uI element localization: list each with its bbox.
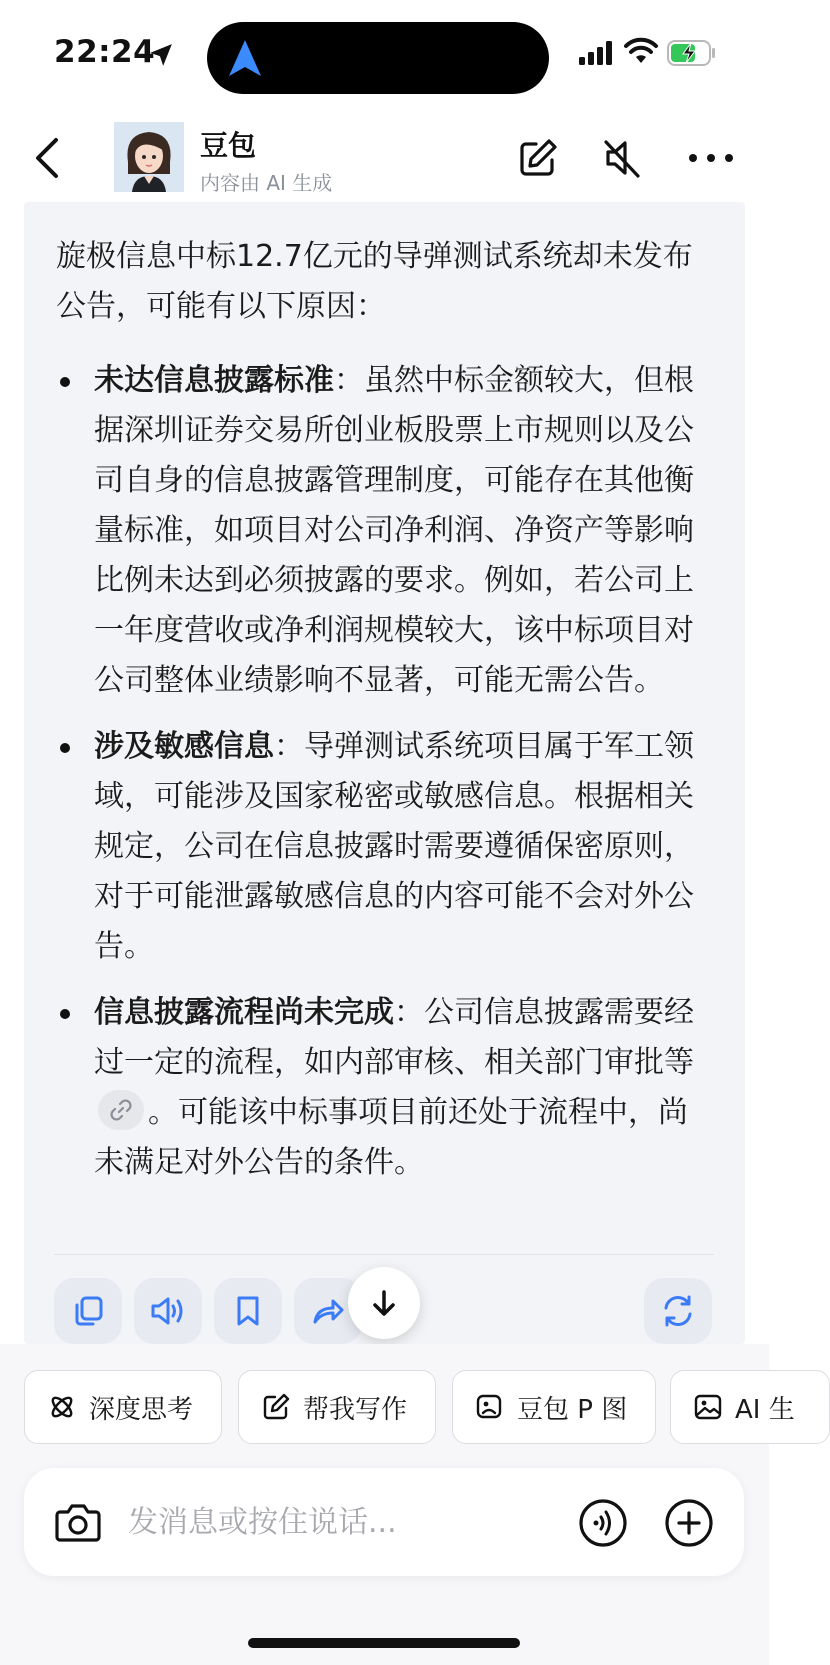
back-chevron-icon[interactable] <box>30 136 64 180</box>
status-bar <box>0 0 769 112</box>
photo-edit-chip[interactable] <box>452 1370 656 1444</box>
plus-circle-icon[interactable] <box>664 1498 714 1548</box>
status-time: 22:24 <box>54 34 156 70</box>
regenerate-button[interactable] <box>644 1278 712 1344</box>
bot-message <box>24 202 745 1344</box>
bullet-dot <box>60 377 70 387</box>
bottom-panel <box>0 1344 795 1665</box>
bot-name: 豆包 <box>200 129 257 162</box>
ai-image-chip[interactable] <box>670 1370 830 1444</box>
share-arrow-icon <box>311 1294 345 1328</box>
read-aloud-button[interactable] <box>134 1278 202 1344</box>
bot-avatar[interactable] <box>114 122 184 192</box>
battery-charging-icon <box>667 40 717 66</box>
copy-button[interactable] <box>54 1278 122 1344</box>
message-input-bar <box>24 1468 744 1576</box>
home-indicator <box>248 1638 520 1648</box>
point-text: ：虽然中标金额较大，但根据深圳证券交易所创业板股票上市规则以及公司自身的信息披露管理制度，可能存在其他衡量标准，如项目对公司净利润、净资产等影响比例未达到必须披露的要求。例如，若公司上一年度营收或净利润规模较大，该中标项目对公司整体业绩影响不显著，可能无需公告。 <box>94 363 694 698</box>
message-input[interactable] <box>128 1498 548 1546</box>
chip-label: 帮我写作 <box>303 1394 408 1425</box>
location-arrow-icon <box>148 42 174 68</box>
dynamic-island <box>207 22 549 94</box>
chip-label: 豆包 P 图 <box>517 1394 628 1425</box>
avatar-portrait-icon <box>114 122 184 192</box>
point-title: 未达信息披露标准 <box>94 363 334 398</box>
writing-chip[interactable] <box>238 1370 436 1444</box>
list-item <box>56 356 717 706</box>
image-edit-icon <box>475 1392 505 1422</box>
ai-generated-note: 内容由 AI 生成 <box>200 171 333 195</box>
message-intro: 旋极信息中标12.7亿元的导弹测试系统却未发布公告，可能有以下原因： <box>56 239 693 324</box>
speaker-muted-icon[interactable] <box>600 136 644 180</box>
point-text-continued: 。可能该中标事项目前还处于流程中，尚未满足对外公告的条件。 <box>94 1095 688 1180</box>
more-options-icon[interactable] <box>686 144 736 172</box>
message-divider <box>54 1254 714 1255</box>
bullet-dot <box>60 743 70 753</box>
chat-header <box>0 112 769 204</box>
speaker-icon <box>149 1294 187 1328</box>
voice-input-icon[interactable] <box>578 1498 628 1548</box>
bookmark-icon <box>233 1294 263 1328</box>
chip-label: AI 生 <box>735 1394 795 1425</box>
bookmark-button[interactable] <box>214 1278 282 1344</box>
status-icons <box>579 40 717 66</box>
image-icon <box>693 1392 723 1422</box>
list-item <box>56 722 717 972</box>
quick-actions <box>24 1370 795 1444</box>
scroll-to-bottom-button[interactable] <box>348 1267 420 1339</box>
signal-icon <box>579 41 615 65</box>
wifi-icon <box>625 41 657 65</box>
copy-icon <box>71 1294 105 1328</box>
point-text: ：公司信息披露需要经过一定的流程，如内部审核、相关部门审批等 <box>94 995 694 1080</box>
link-icon <box>109 1098 133 1122</box>
list-item <box>56 988 717 1188</box>
arrow-down-icon <box>369 1288 399 1318</box>
point-title: 涉及敏感信息 <box>94 729 274 764</box>
new-chat-edit-icon[interactable] <box>516 136 560 180</box>
navigation-arrow-icon <box>229 40 261 76</box>
atom-icon <box>47 1392 77 1422</box>
message-body <box>24 202 745 1188</box>
deep-thinking-chip[interactable] <box>24 1370 222 1444</box>
pen-square-icon <box>261 1392 291 1422</box>
camera-icon[interactable] <box>54 1500 102 1544</box>
chip-label: 深度思考 <box>89 1394 194 1425</box>
reference-link-button[interactable] <box>98 1090 144 1130</box>
point-title: 信息披露流程尚未完成 <box>94 995 394 1030</box>
bullet-dot <box>60 1009 70 1019</box>
refresh-icon <box>659 1293 697 1329</box>
point-text: ：导弹测试系统项目属于军工领域，可能涉及国家秘密或敏感信息。根据相关规定，公司在信息披露时需要遵循保密原则，对于可能泄露敏感信息的内容可能不会对外公告。 <box>94 729 694 964</box>
